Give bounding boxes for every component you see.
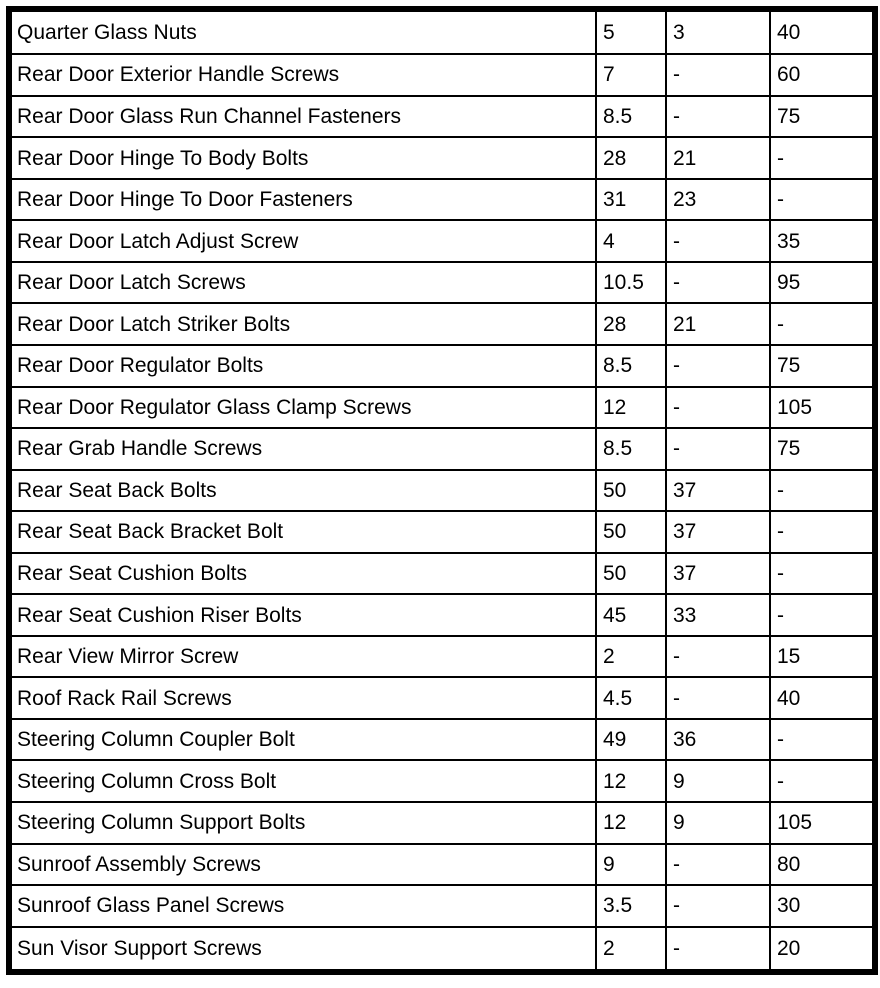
cell-value-2: 9 (666, 760, 770, 802)
cell-value-3: - (770, 760, 875, 802)
cell-value-3: 35 (770, 220, 875, 262)
cell-value-1: 12 (596, 802, 666, 844)
cell-value-1: 4 (596, 220, 666, 262)
cell-value-1: 4.5 (596, 677, 666, 719)
cell-fastener-name: Rear Seat Back Bolts (9, 470, 596, 512)
cell-fastener-name: Steering Column Cross Bolt (9, 760, 596, 802)
cell-value-1: 9 (596, 844, 666, 886)
cell-value-3: 75 (770, 428, 875, 470)
cell-fastener-name: Rear Seat Cushion Riser Bolts (9, 594, 596, 636)
table-row (9, 470, 875, 512)
table-row (9, 760, 875, 802)
cell-value-3: - (770, 470, 875, 512)
torque-spec-table (6, 6, 878, 975)
cell-fastener-name: Steering Column Support Bolts (9, 802, 596, 844)
cell-value-3: 75 (770, 345, 875, 387)
cell-fastener-name: Rear Door Hinge To Body Bolts (9, 137, 596, 179)
cell-fastener-name: Rear Grab Handle Screws (9, 428, 596, 470)
cell-value-1: 50 (596, 511, 666, 553)
table-row (9, 54, 875, 96)
cell-value-1: 28 (596, 303, 666, 345)
cell-fastener-name: Rear Door Latch Adjust Screw (9, 220, 596, 262)
cell-value-3: - (770, 719, 875, 761)
cell-value-1: 10.5 (596, 262, 666, 304)
table-row (9, 594, 875, 636)
cell-value-2: 21 (666, 303, 770, 345)
cell-value-3: 95 (770, 262, 875, 304)
cell-fastener-name: Rear Door Latch Striker Bolts (9, 303, 596, 345)
table-row (9, 428, 875, 470)
cell-value-2: 33 (666, 594, 770, 636)
cell-value-1: 12 (596, 760, 666, 802)
cell-fastener-name: Rear Seat Back Bracket Bolt (9, 511, 596, 553)
cell-value-2: - (666, 428, 770, 470)
cell-value-3: - (770, 303, 875, 345)
cell-value-3: 40 (770, 677, 875, 719)
table-row (9, 677, 875, 719)
cell-value-1: 31 (596, 179, 666, 221)
table-row (9, 262, 875, 304)
cell-value-3: 60 (770, 54, 875, 96)
table-row (9, 137, 875, 179)
cell-fastener-name: Sunroof Assembly Screws (9, 844, 596, 886)
table-row (9, 885, 875, 927)
table-row (9, 303, 875, 345)
cell-value-2: 23 (666, 179, 770, 221)
cell-value-2: - (666, 220, 770, 262)
cell-value-2: 37 (666, 553, 770, 595)
cell-value-3: 75 (770, 96, 875, 138)
cell-value-1: 2 (596, 636, 666, 678)
cell-value-1: 8.5 (596, 345, 666, 387)
cell-value-1: 12 (596, 387, 666, 429)
cell-fastener-name: Rear Door Latch Screws (9, 262, 596, 304)
cell-value-1: 3.5 (596, 885, 666, 927)
cell-value-3: 15 (770, 636, 875, 678)
cell-fastener-name: Quarter Glass Nuts (9, 9, 596, 54)
cell-value-2: - (666, 636, 770, 678)
cell-fastener-name: Rear Door Hinge To Door Fasteners (9, 179, 596, 221)
cell-value-3: - (770, 594, 875, 636)
cell-value-2: - (666, 677, 770, 719)
cell-value-3: 40 (770, 9, 875, 54)
table-row (9, 844, 875, 886)
cell-value-2: - (666, 885, 770, 927)
cell-fastener-name: Steering Column Coupler Bolt (9, 719, 596, 761)
table-row (9, 636, 875, 678)
cell-value-2: 21 (666, 137, 770, 179)
cell-fastener-name: Rear Door Regulator Bolts (9, 345, 596, 387)
table-row (9, 802, 875, 844)
cell-value-1: 28 (596, 137, 666, 179)
table-row (9, 179, 875, 221)
cell-value-1: 50 (596, 470, 666, 512)
cell-value-1: 7 (596, 54, 666, 96)
cell-value-1: 49 (596, 719, 666, 761)
table-row (9, 96, 875, 138)
cell-value-1: 8.5 (596, 428, 666, 470)
cell-value-1: 50 (596, 553, 666, 595)
cell-fastener-name: Sun Visor Support Screws (9, 927, 596, 972)
cell-value-1: 5 (596, 9, 666, 54)
cell-value-2: - (666, 54, 770, 96)
table-row (9, 387, 875, 429)
torque-table-body (9, 9, 875, 972)
cell-value-1: 45 (596, 594, 666, 636)
cell-value-3: - (770, 511, 875, 553)
cell-value-2: - (666, 262, 770, 304)
table-row (9, 927, 875, 972)
table-row (9, 719, 875, 761)
cell-value-2: 9 (666, 802, 770, 844)
cell-value-2: - (666, 844, 770, 886)
cell-value-3: 105 (770, 387, 875, 429)
cell-fastener-name: Rear Door Exterior Handle Screws (9, 54, 596, 96)
cell-value-1: 2 (596, 927, 666, 972)
cell-value-2: 37 (666, 511, 770, 553)
cell-fastener-name: Rear Door Glass Run Channel Fasteners (9, 96, 596, 138)
cell-value-3: 105 (770, 802, 875, 844)
cell-value-2: - (666, 927, 770, 972)
cell-value-2: - (666, 345, 770, 387)
table-row (9, 9, 875, 54)
cell-fastener-name: Rear Door Regulator Glass Clamp Screws (9, 387, 596, 429)
cell-fastener-name: Roof Rack Rail Screws (9, 677, 596, 719)
cell-value-2: 36 (666, 719, 770, 761)
cell-value-3: - (770, 137, 875, 179)
cell-value-3: - (770, 179, 875, 221)
table-row (9, 511, 875, 553)
cell-fastener-name: Rear View Mirror Screw (9, 636, 596, 678)
table-row (9, 345, 875, 387)
cell-fastener-name: Sunroof Glass Panel Screws (9, 885, 596, 927)
cell-value-2: - (666, 96, 770, 138)
cell-value-3: 80 (770, 844, 875, 886)
table-row (9, 553, 875, 595)
cell-value-3: 30 (770, 885, 875, 927)
cell-value-2: 3 (666, 9, 770, 54)
cell-value-3: 20 (770, 927, 875, 972)
cell-value-1: 8.5 (596, 96, 666, 138)
cell-value-2: - (666, 387, 770, 429)
cell-fastener-name: Rear Seat Cushion Bolts (9, 553, 596, 595)
cell-value-3: - (770, 553, 875, 595)
cell-value-2: 37 (666, 470, 770, 512)
table-row (9, 220, 875, 262)
